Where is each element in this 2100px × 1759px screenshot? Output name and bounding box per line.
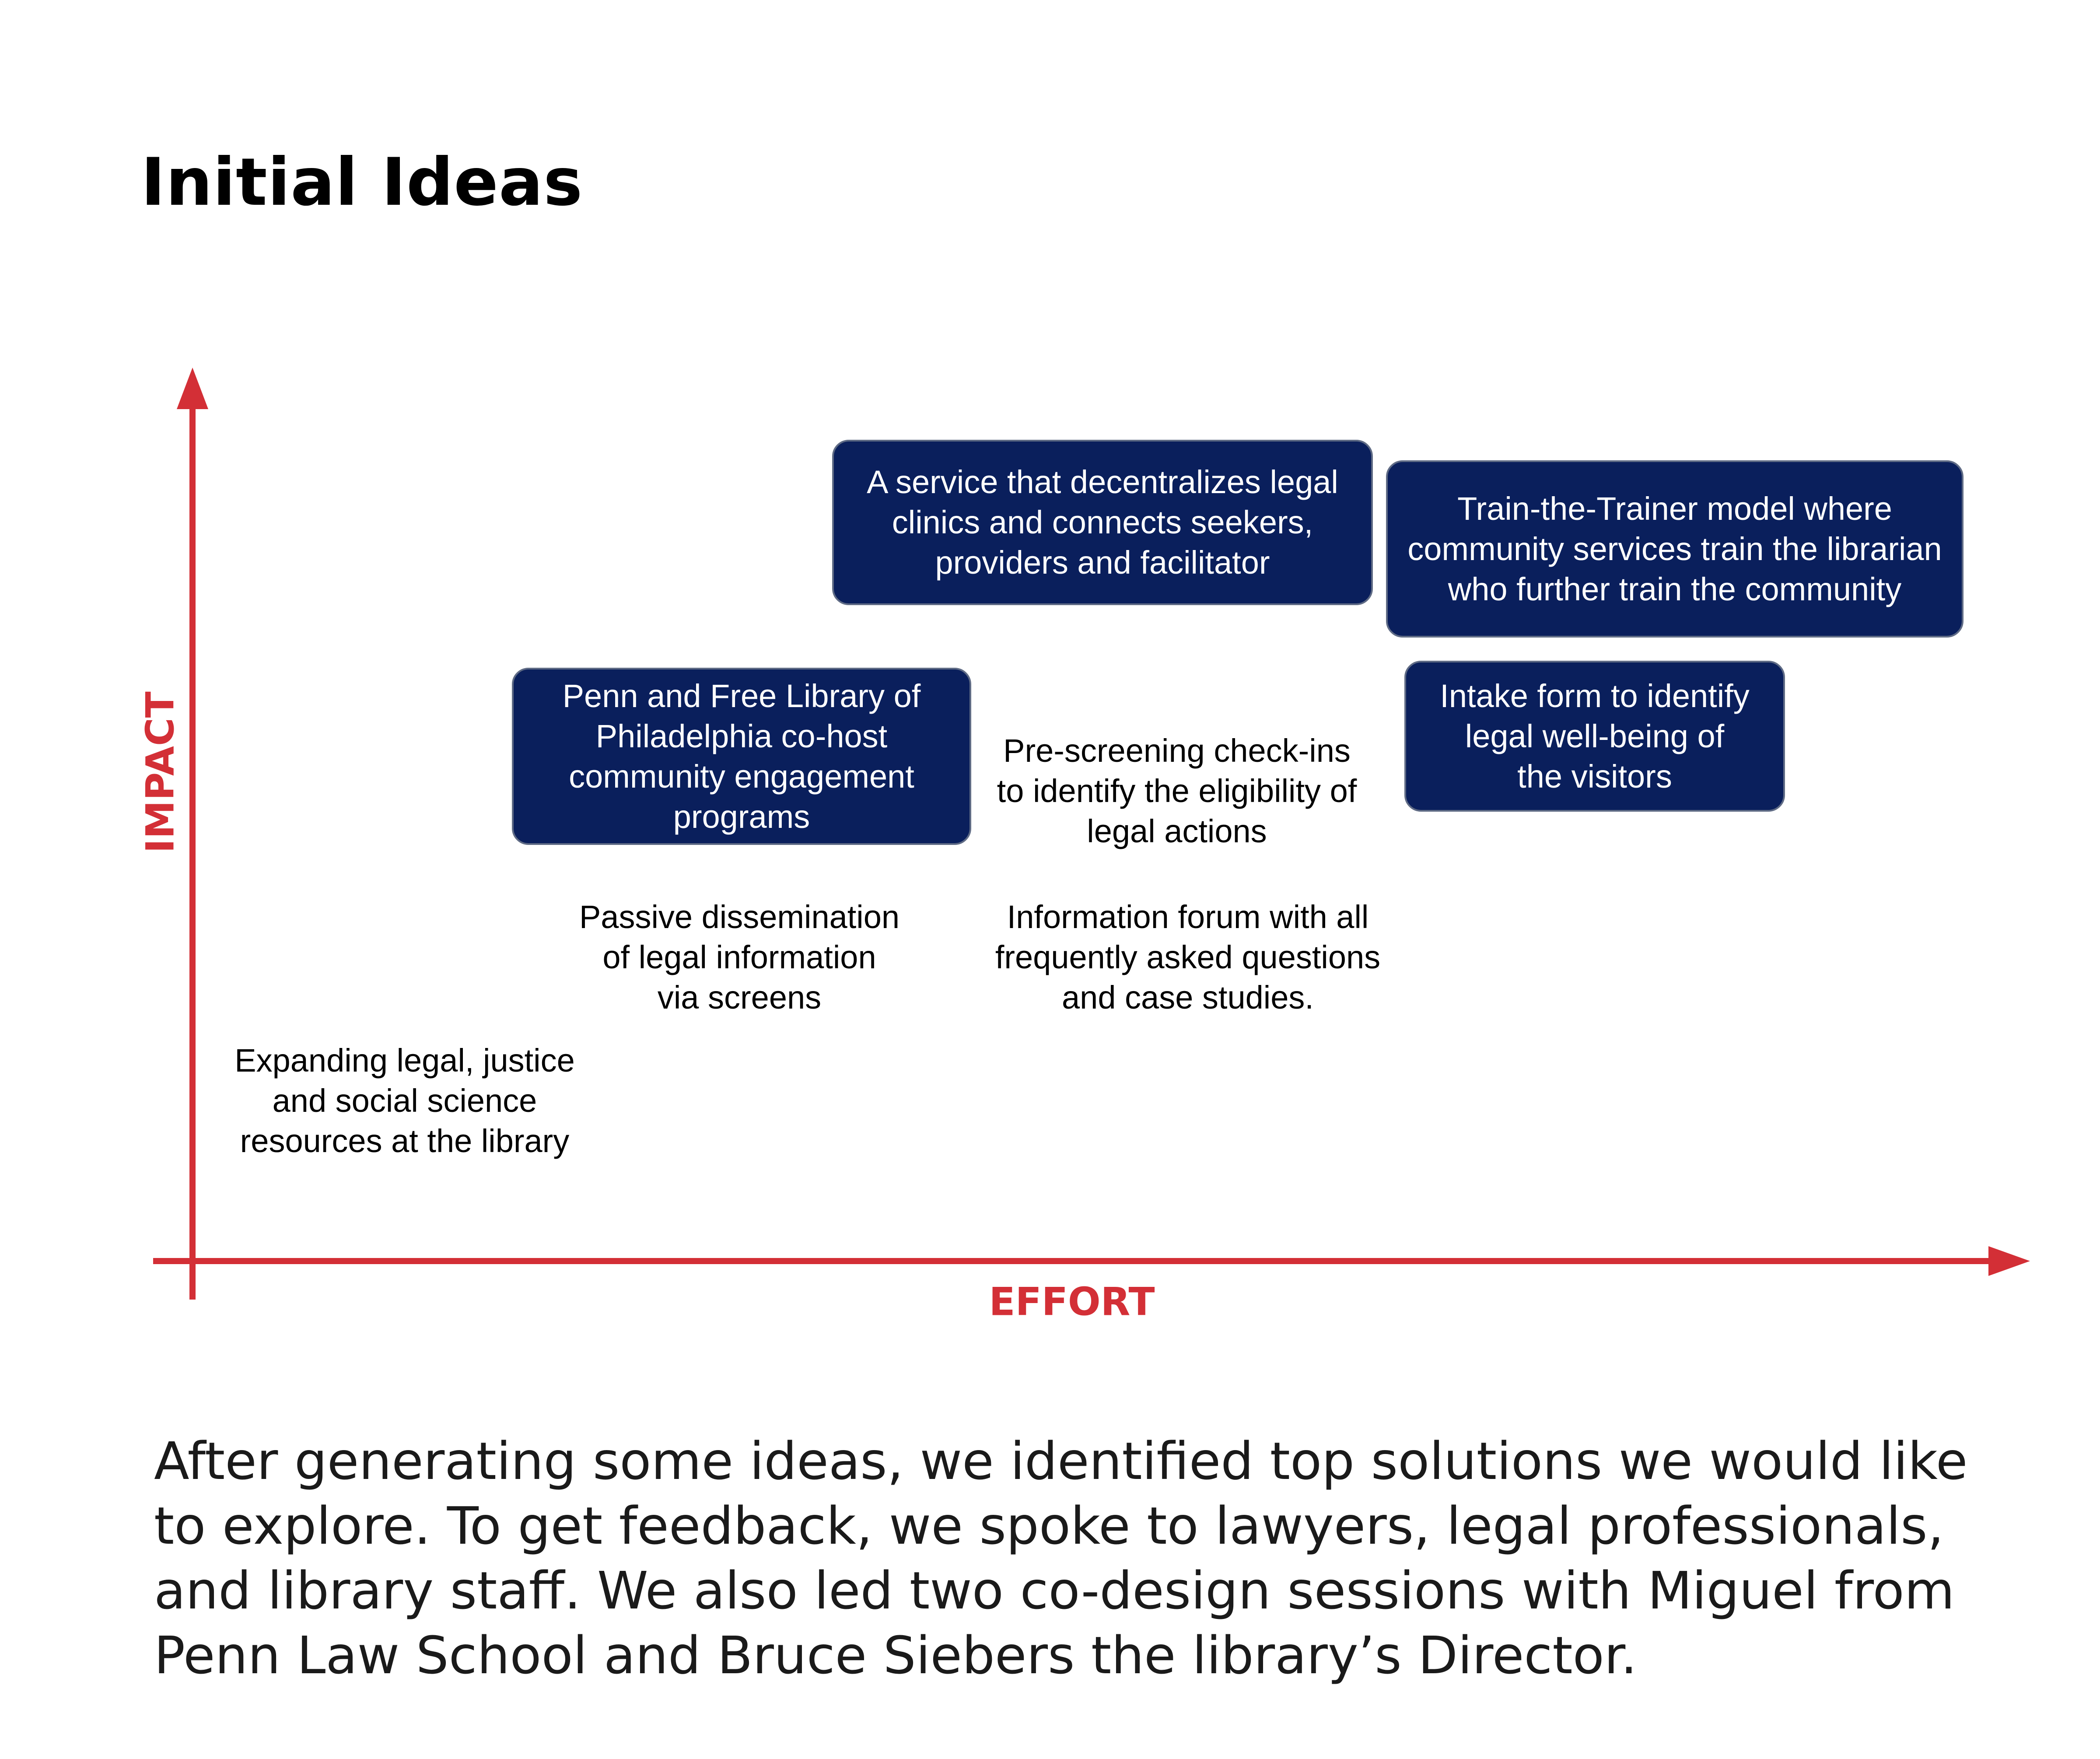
idea-line: Passive dissemination [579,899,900,935]
idea-box-penn-free-library-cohost [512,668,971,845]
idea-box-decentralized-legal-clinics [832,440,1373,605]
idea-line: resources at the library [240,1123,570,1159]
idea-line: Intake form to identify [1440,677,1750,714]
idea-box-intake-form [1404,661,1785,812]
idea-line: A service that decentralizes legal [867,464,1338,500]
idea-line: to identify the eligibility of [997,773,1357,809]
summary-line: Penn Law School and Bruce Siebers the library’s Director. [154,1625,1637,1685]
idea-information-forum [995,897,1380,1018]
idea-expanding-resources [234,1041,575,1161]
idea-line: community engagement [569,758,914,795]
idea-line: Philadelphia co-host [595,718,888,754]
idea-line: legal actions [1087,813,1267,849]
idea-pre-screening-check-ins [997,731,1357,851]
x-axis-label: EFFORT [989,1279,1155,1325]
idea-line: and social science [272,1083,537,1119]
idea-line: Information forum with all [1007,899,1369,935]
y-axis-label: IMPACT [137,691,183,853]
idea-line: via screens [657,979,822,1016]
idea-line: programs [673,798,810,835]
idea-box-train-the-trainer [1386,460,1964,638]
idea-line: legal well-being of [1465,718,1725,754]
idea-line: Penn and Free Library of [562,677,921,714]
idea-passive-dissemination [579,897,900,1018]
idea-line: frequently asked questions [995,939,1381,975]
y-axis-arrowhead-icon [177,368,208,409]
idea-line: and case studies. [1062,979,1314,1016]
idea-line: providers and facilitator [935,544,1270,581]
idea-line: Train-the-Trainer model where [1457,490,1892,527]
idea-line: community services train the librarian [1407,530,1942,567]
idea-line: clinics and connects seekers, [892,504,1313,540]
x-axis-arrowhead-icon [1988,1246,2030,1276]
idea-line: who further train the community [1448,571,1902,607]
summary-line: and library staff. We also led two co-design sessions with Miguel from [154,1560,1955,1621]
idea-line: Pre-screening check-ins [1003,732,1351,769]
idea-line: the visitors [1517,758,1672,795]
idea-line: of legal information [602,939,876,975]
page-title: Initial Ideas [141,144,583,221]
summary-line: After generating some ideas, we identified top solutions we would like [154,1431,1968,1491]
summary-paragraph [154,1429,2035,1688]
idea-line: Expanding legal, justice [234,1042,575,1079]
summary-line: to explore. To get feedback, we spoke to lawyers, legal professionals, [154,1496,1944,1556]
